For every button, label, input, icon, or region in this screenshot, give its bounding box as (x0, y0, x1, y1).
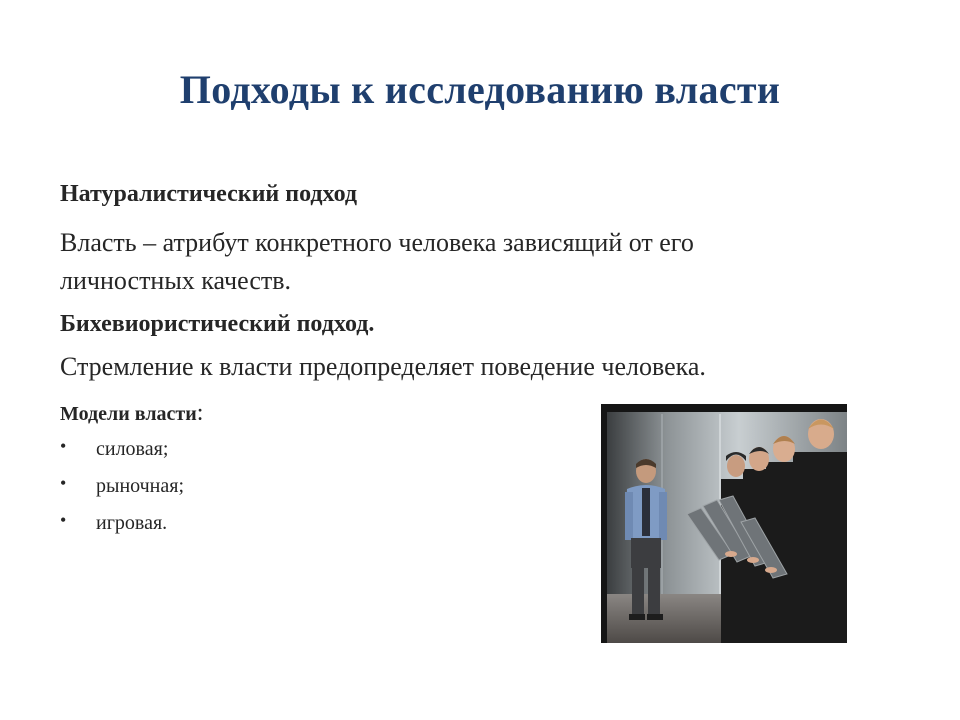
models-title (60, 400, 203, 427)
models-title-colon: : (196, 400, 204, 426)
behaviorist-text: Стремление к власти предопределяет поведение человека. (60, 352, 706, 381)
naturalistic-heading: Натуралистический подход (60, 181, 358, 207)
naturalistic-text-line2: личностных качеств. (60, 266, 291, 295)
models-title-text: Модели власти (60, 403, 197, 425)
list-item-label: рыночная; (96, 475, 185, 497)
bullet-icon: • (60, 510, 67, 530)
models-list (60, 438, 184, 549)
behaviorist-heading: Бихевиористический подход. (60, 311, 375, 337)
business-people-photo (601, 404, 847, 643)
bullet-icon: • (60, 473, 67, 493)
bullet-icon: • (60, 436, 67, 456)
list-item-label: силовая; (96, 438, 169, 460)
naturalistic-text (60, 224, 694, 300)
slide-title: Подходы к исследованию власти (179, 67, 781, 112)
list-item (60, 512, 184, 549)
list-item (60, 438, 184, 475)
naturalistic-text-line1: Власть – атрибут конкретного человека зависящий от его (60, 228, 694, 257)
list-item (60, 475, 184, 512)
list-item-label: игровая. (96, 512, 168, 534)
